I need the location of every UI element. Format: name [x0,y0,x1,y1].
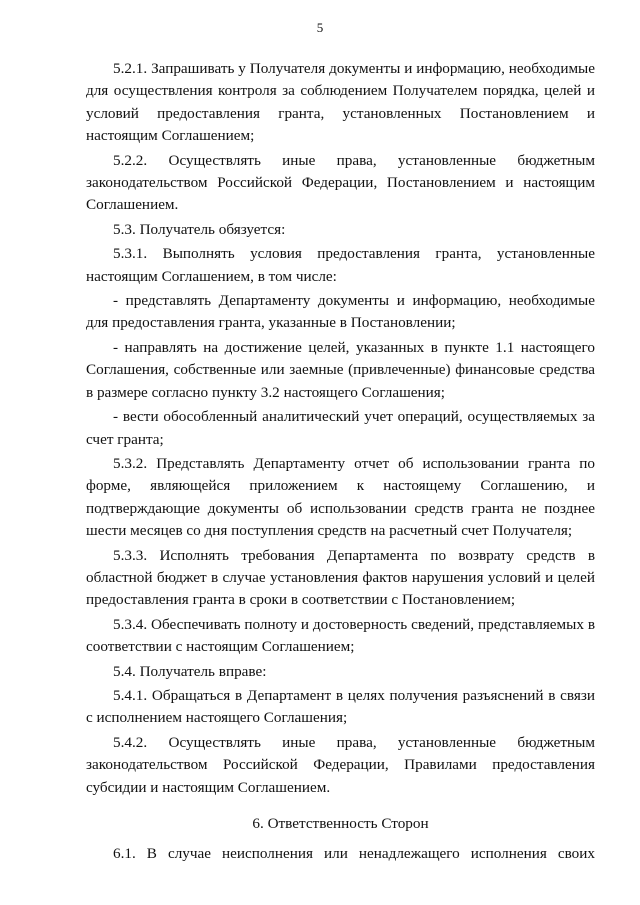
paragraph-5-3-2: 5.3.2. Представлять Департаменту отчет об использовании гранта по форме, являющейся приложением к настоящему Соглашению, и подтверждающие документы об использовании средств гранта не позднее шести месяцев со дня поступления средств на расчетный счет Получателя; [86,454,595,540]
list-item-documents: - представлять Департаменту документы и информацию, необходимые для предоставления гранта, указанные в Постановлении; [86,292,595,332]
paragraph-5-3-1: 5.3.1. Выполнять условия предоставления гранта, установленные настоящим Соглашением, в том числе: [86,245,595,285]
paragraph-5-4-1: 5.4.1. Обращаться в Департамент в целях получения разъяснений в связи с исполнением настоящего Соглашения; [86,686,595,727]
section-heading: 6. Ответственность Сторон [252,815,429,832]
paragraph-5-3-3: 5.3.3. Исполнять требования Департамента по возврату средств в областной бюджет в случае установления фактов нарушения условий и целей предоставления гранта в сроки в соответствии с Постановлением; [86,546,595,609]
paragraph-6-1: 6.1. В случае неисполнения или ненадлежащего исполнения своих [113,845,595,863]
document-body [86,58,595,866]
paragraph-5-4-2: 5.4.2. Осуществлять иные права, установленные бюджетным законодательством Российской Федерации, Правилами предоставления субсидии и настоящим Соглашением. [86,733,595,796]
paragraph-5-2-2: 5.2.2. Осуществлять иные права, установленные бюджетным законодательством Российской Федерации, Постановлением и настоящим Соглашением. [86,151,595,214]
list-item-funds: - направлять на достижение целей, указанных в пункте 1.1 настоящего Соглашения, собственные или заемные (привлеченные) финансовые средства в размере согласно пункту 3.2 настоящего Соглашения; [86,338,595,401]
paragraph-5-3: 5.3. Получатель обязуется: [113,220,286,238]
paragraph-5-4: 5.4. Получатель вправе: [113,662,267,680]
paragraph-5-2-1: 5.2.1. Запрашивать у Получателя документы и информацию, необходимые для осуществления контроля за соблюдением Получателем порядка, целей и условий предоставления гранта, установленных Постановлением и настоящим Соглашением; [86,60,595,145]
list-item-accounting: - вести обособленный аналитический учет операций, осуществляемых за счет гранта; [86,408,595,448]
page-number: 5 [316,20,324,35]
paragraph-5-3-4: 5.3.4. Обеспечивать полноту и достоверность сведений, представляемых в соответствии с настоящим Соглашением; [86,615,595,656]
